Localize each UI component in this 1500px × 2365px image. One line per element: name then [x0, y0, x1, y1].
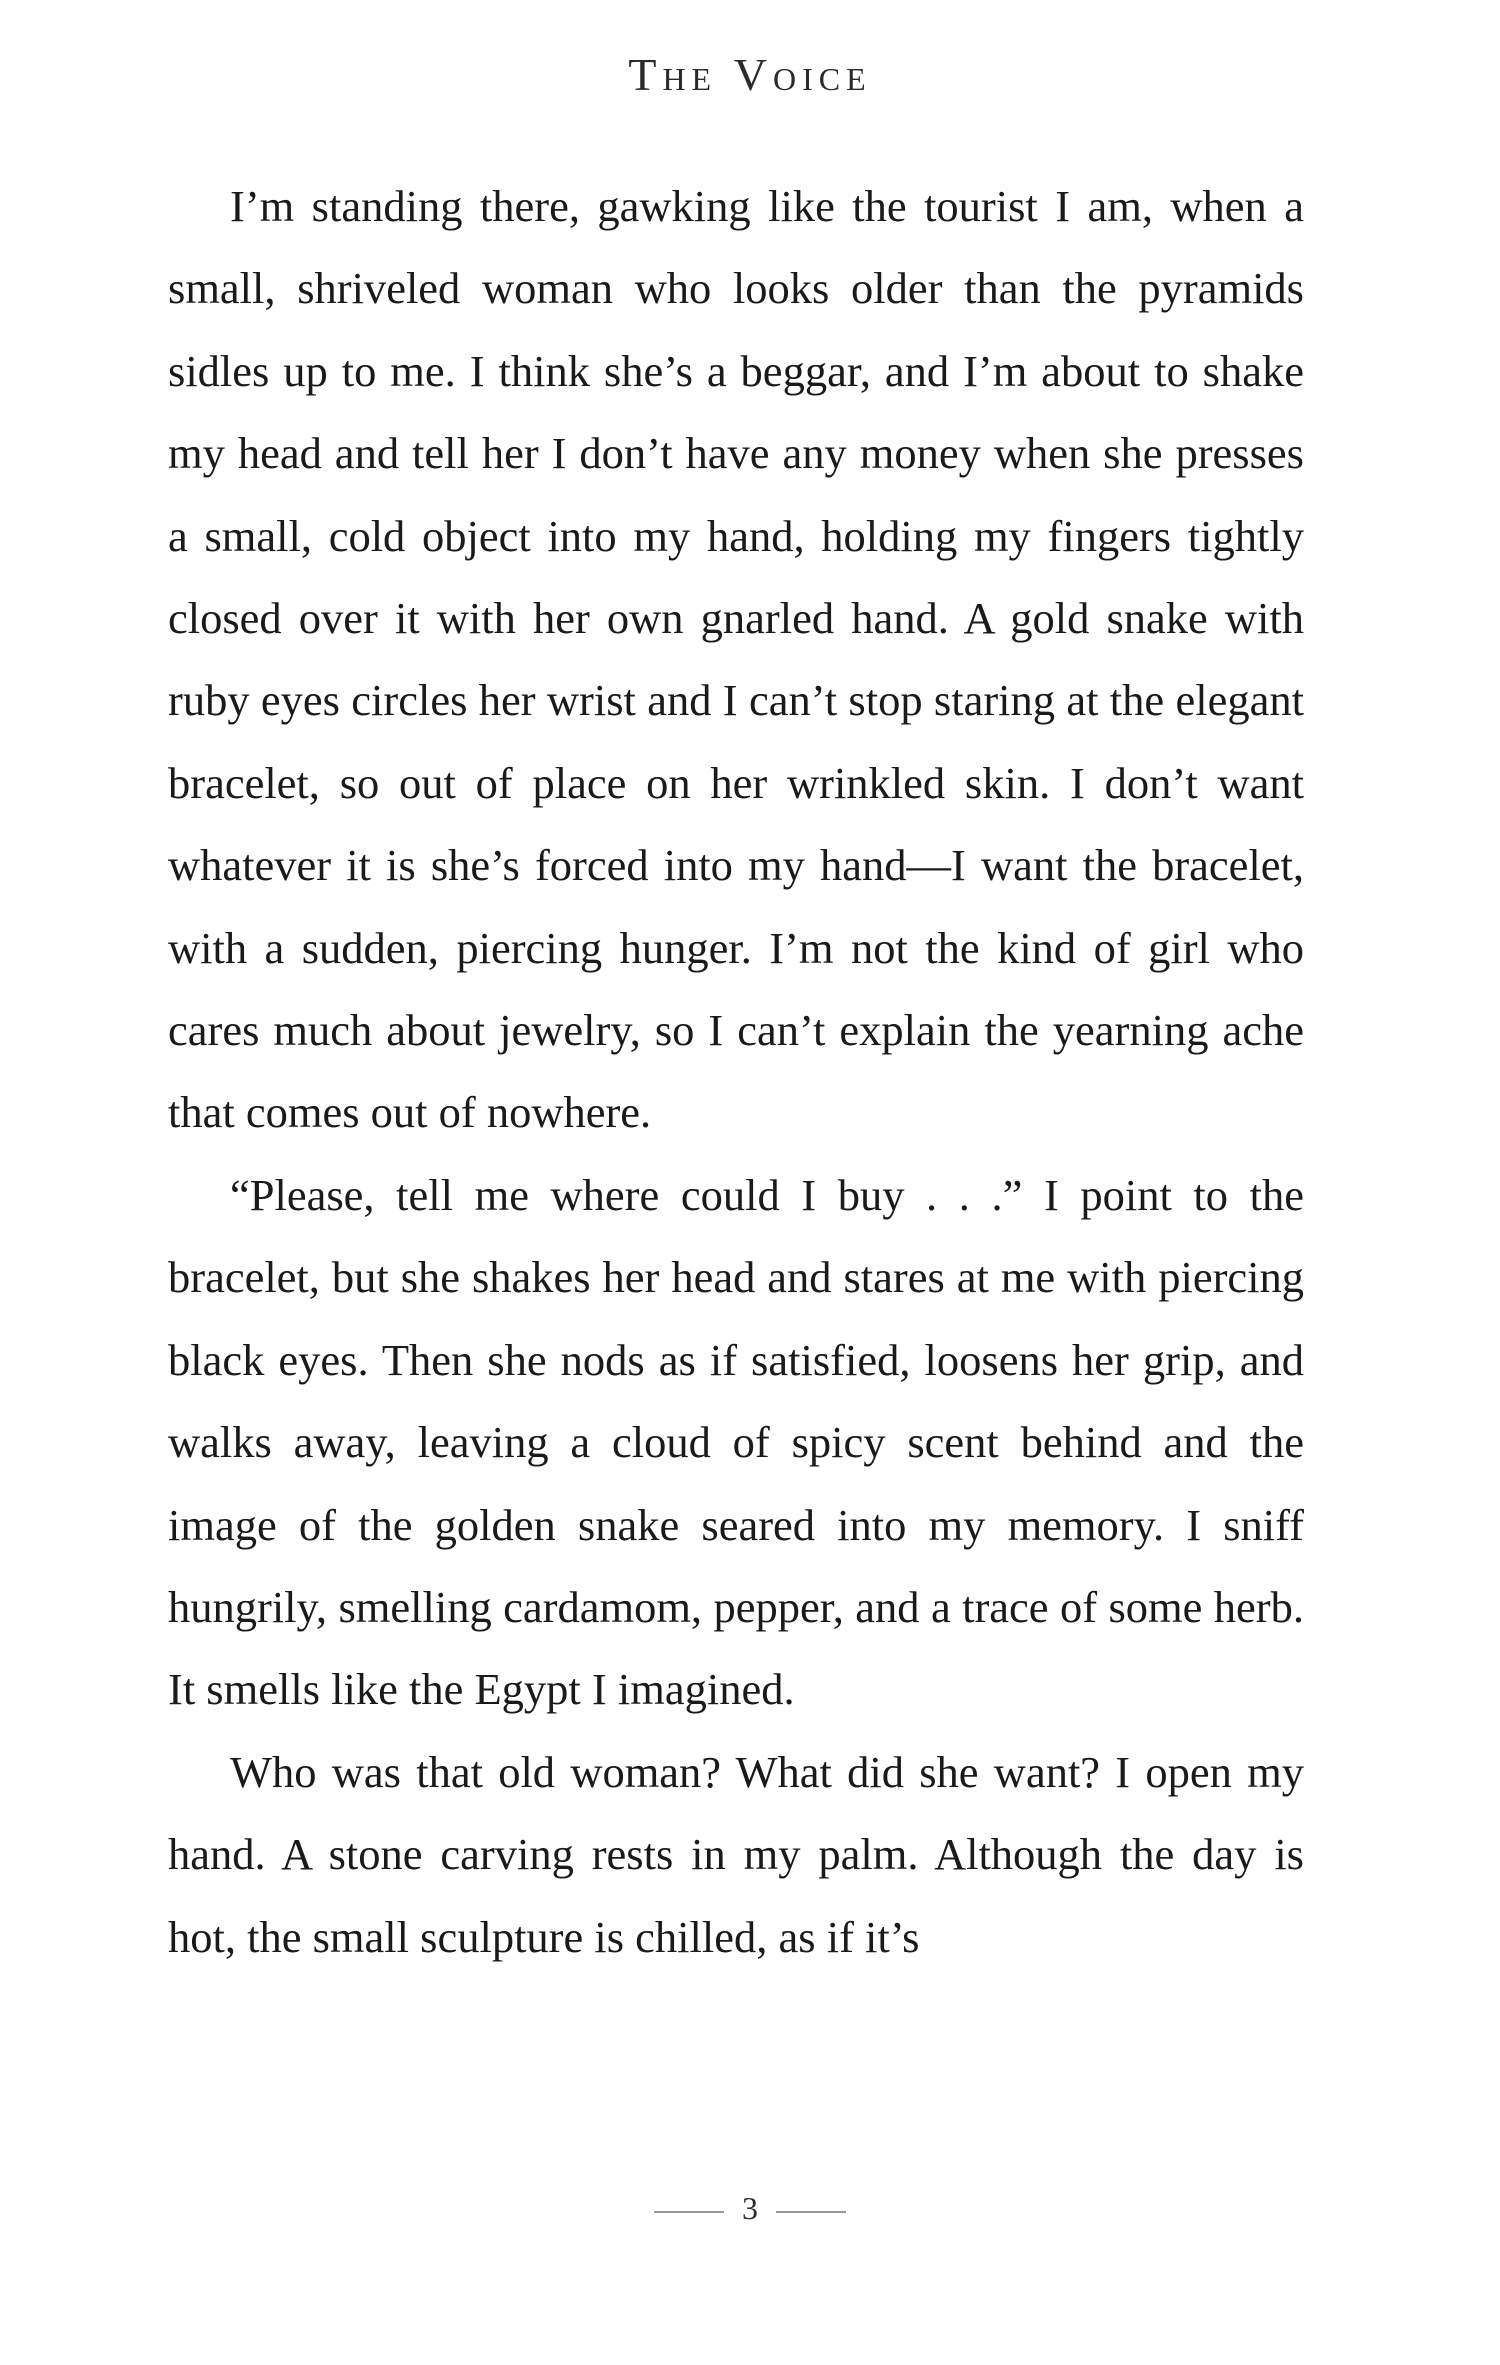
running-head: The Voice: [628, 49, 872, 100]
folio-rule-right: [776, 2211, 846, 2213]
folio-rule-left: [654, 2211, 724, 2213]
page-number: 3: [742, 2190, 758, 2226]
paragraph-3: Who was that old woman? What did she want? I open my hand. A stone carving rests in my palm. Although the day is hot, the small sculpture is chilled, as if it’s: [168, 1746, 1304, 1962]
body-text: [168, 165, 1304, 1978]
paragraph-1: I’m standing there, gawking like the tourist I am, when a small, shriveled woman who looks older than the pyramids sidles up to me. I think she’s a beggar, and I’m about to shake my head and tell her I don’t have any money when she presses a small, cold object into my hand, holding my fingers tightly closed over it with her own gnarled hand. A gold snake with ruby eyes circles her wrist and I can’t stop staring at the elegant bracelet, so out of place on her wrinkled skin. I don’t want whatever it is she’s forced into my hand—I want the bracelet, with a sudden, piercing hunger. I’m not the kind of girl who cares much about jewelry, so I can’t explain the yearning ache that comes out of nowhere.: [168, 181, 1304, 1138]
page-number-footer: [0, 2190, 1500, 2227]
paragraph-2: “Please, tell me where could I buy . . .” I point to the bracelet, but she shakes her head and stares at me with piercing black eyes. Then she nods as if satisfied, loosens her grip, and walks away, leaving a cloud of spicy scent behind and the image of the golden snake seared into my memory. I sniff hungrily, smelling cardamom, pepper, and a trace of some herb. It smells like the Egypt I imagined.: [168, 1169, 1304, 1715]
